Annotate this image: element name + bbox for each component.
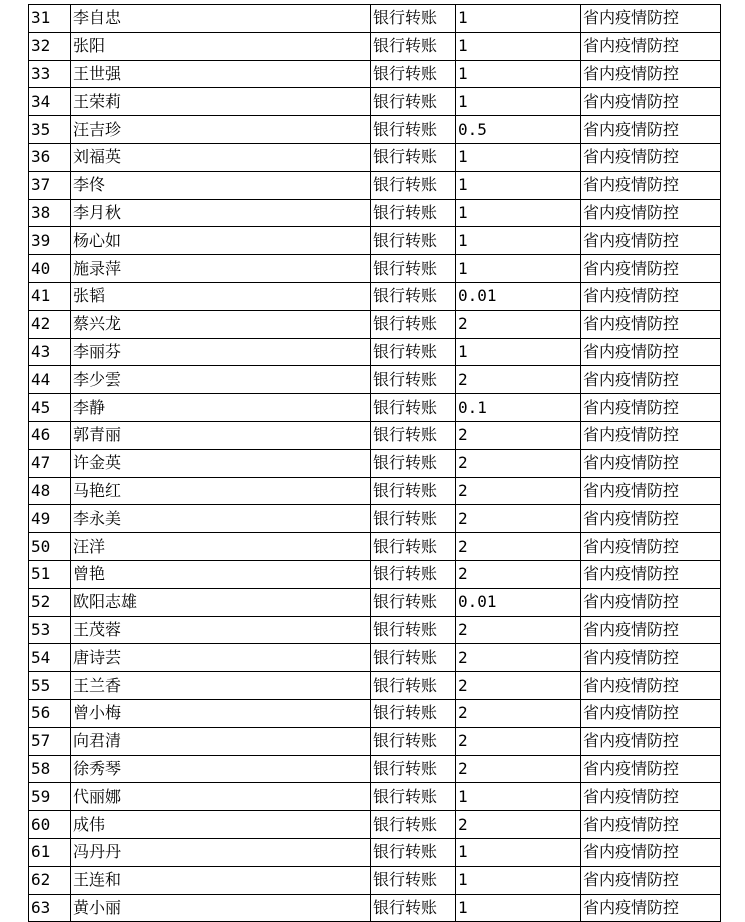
donation-amount: 2 [456,533,581,561]
row-number: 36 [29,143,71,171]
donation-purpose: 省内疫情防控 [581,227,721,255]
donor-name: 张韬 [71,282,371,310]
payment-method: 银行转账 [371,116,456,144]
donor-name: 张阳 [71,32,371,60]
row-number: 31 [29,5,71,33]
table-row [29,449,721,477]
row-number: 46 [29,421,71,449]
donor-name: 杨心如 [71,227,371,255]
donor-name: 李自忠 [71,5,371,33]
donation-purpose: 省内疫情防控 [581,366,721,394]
table-row [29,5,721,33]
payment-method: 银行转账 [371,394,456,422]
donor-name: 王荣莉 [71,88,371,116]
donation-amount: 2 [456,644,581,672]
donation-amount: 0.5 [456,116,581,144]
donor-name: 李少雲 [71,366,371,394]
payment-method: 银行转账 [371,199,456,227]
table-row [29,699,721,727]
donation-amount: 1 [456,255,581,283]
payment-method: 银行转账 [371,143,456,171]
table-row [29,143,721,171]
table-row [29,394,721,422]
row-number: 32 [29,32,71,60]
donation-purpose: 省内疫情防控 [581,255,721,283]
donor-name: 王茂蓉 [71,616,371,644]
payment-method: 银行转账 [371,533,456,561]
row-number: 48 [29,477,71,505]
donor-name: 许金英 [71,449,371,477]
donation-purpose: 省内疫情防控 [581,449,721,477]
payment-method: 银行转账 [371,838,456,866]
payment-method: 银行转账 [371,32,456,60]
donation-amount: 2 [456,421,581,449]
payment-method: 银行转账 [371,421,456,449]
donation-purpose: 省内疫情防控 [581,282,721,310]
table-row [29,282,721,310]
payment-method: 银行转账 [371,60,456,88]
row-number: 58 [29,755,71,783]
table-row [29,366,721,394]
payment-method: 银行转账 [371,310,456,338]
payment-method: 银行转账 [371,227,456,255]
table-row [29,533,721,561]
donor-name: 施录萍 [71,255,371,283]
payment-method: 银行转账 [371,811,456,839]
donor-name: 曾艳 [71,560,371,588]
row-number: 54 [29,644,71,672]
donor-name: 李佟 [71,171,371,199]
donation-purpose: 省内疫情防控 [581,116,721,144]
donation-amount: 2 [456,366,581,394]
donation-amount: 0.01 [456,588,581,616]
row-number: 49 [29,505,71,533]
donor-name: 曾小梅 [71,699,371,727]
row-number: 52 [29,588,71,616]
donation-amount: 2 [456,616,581,644]
donation-amount: 2 [456,699,581,727]
donation-list-sheet [28,4,720,922]
donor-name: 汪吉珍 [71,116,371,144]
table-row [29,783,721,811]
table-row [29,616,721,644]
row-number: 50 [29,533,71,561]
donation-purpose: 省内疫情防控 [581,338,721,366]
donation-purpose: 省内疫情防控 [581,310,721,338]
row-number: 47 [29,449,71,477]
row-number: 55 [29,672,71,700]
row-number: 63 [29,894,71,922]
table-row [29,894,721,922]
payment-method: 银行转账 [371,755,456,783]
donation-purpose: 省内疫情防控 [581,88,721,116]
donation-amount: 2 [456,310,581,338]
donation-purpose: 省内疫情防控 [581,32,721,60]
payment-method: 银行转账 [371,171,456,199]
donor-name: 唐诗芸 [71,644,371,672]
table-row [29,866,721,894]
table-row [29,672,721,700]
donation-purpose: 省内疫情防控 [581,171,721,199]
donation-amount: 1 [456,143,581,171]
donation-purpose: 省内疫情防控 [581,811,721,839]
donation-amount: 1 [456,894,581,922]
row-number: 44 [29,366,71,394]
table-row [29,32,721,60]
payment-method: 银行转账 [371,366,456,394]
donation-amount: 1 [456,783,581,811]
donation-purpose: 省内疫情防控 [581,755,721,783]
donation-purpose: 省内疫情防控 [581,616,721,644]
table-row [29,838,721,866]
donor-name: 马艳红 [71,477,371,505]
payment-method: 银行转账 [371,616,456,644]
table-row [29,171,721,199]
donation-amount: 1 [456,199,581,227]
donation-amount: 1 [456,227,581,255]
payment-method: 银行转账 [371,727,456,755]
donation-purpose: 省内疫情防控 [581,199,721,227]
donor-name: 王兰香 [71,672,371,700]
donation-purpose: 省内疫情防控 [581,866,721,894]
donation-amount: 2 [456,560,581,588]
table-row [29,421,721,449]
table-row [29,199,721,227]
row-number: 33 [29,60,71,88]
donor-name: 冯丹丹 [71,838,371,866]
donor-name: 蔡兴龙 [71,310,371,338]
row-number: 62 [29,866,71,894]
donation-amount: 1 [456,32,581,60]
table-row [29,727,721,755]
donor-name: 成伟 [71,811,371,839]
table-row [29,310,721,338]
donation-purpose: 省内疫情防控 [581,60,721,88]
donor-name: 李永美 [71,505,371,533]
donation-purpose: 省内疫情防控 [581,421,721,449]
donation-amount: 2 [456,449,581,477]
payment-method: 银行转账 [371,505,456,533]
table-row [29,477,721,505]
donation-purpose: 省内疫情防控 [581,644,721,672]
row-number: 43 [29,338,71,366]
donation-amount: 0.1 [456,394,581,422]
donor-name: 李静 [71,394,371,422]
donation-amount: 2 [456,755,581,783]
payment-method: 银行转账 [371,5,456,33]
donation-purpose: 省内疫情防控 [581,783,721,811]
donation-purpose: 省内疫情防控 [581,143,721,171]
donation-amount: 2 [456,727,581,755]
donation-purpose: 省内疫情防控 [581,477,721,505]
donor-name: 黄小丽 [71,894,371,922]
payment-method: 银行转账 [371,338,456,366]
payment-method: 银行转账 [371,699,456,727]
donation-purpose: 省内疫情防控 [581,894,721,922]
payment-method: 银行转账 [371,255,456,283]
table-row [29,227,721,255]
table-row [29,116,721,144]
donor-name: 刘福英 [71,143,371,171]
donor-name: 王世强 [71,60,371,88]
payment-method: 银行转账 [371,560,456,588]
donor-name: 代丽娜 [71,783,371,811]
row-number: 59 [29,783,71,811]
row-number: 60 [29,811,71,839]
donor-name: 徐秀琴 [71,755,371,783]
donation-purpose: 省内疫情防控 [581,5,721,33]
donation-amount: 2 [456,477,581,505]
donation-purpose: 省内疫情防控 [581,533,721,561]
donor-name: 王连和 [71,866,371,894]
donation-amount: 1 [456,171,581,199]
row-number: 57 [29,727,71,755]
row-number: 51 [29,560,71,588]
donor-name: 郭青丽 [71,421,371,449]
payment-method: 银行转账 [371,866,456,894]
donation-amount: 1 [456,5,581,33]
donation-purpose: 省内疫情防控 [581,394,721,422]
row-number: 39 [29,227,71,255]
payment-method: 银行转账 [371,88,456,116]
row-number: 42 [29,310,71,338]
donation-purpose: 省内疫情防控 [581,672,721,700]
donation-amount: 2 [456,672,581,700]
donation-purpose: 省内疫情防控 [581,838,721,866]
donation-amount: 1 [456,338,581,366]
donation-purpose: 省内疫情防控 [581,505,721,533]
payment-method: 银行转账 [371,449,456,477]
row-number: 53 [29,616,71,644]
payment-method: 银行转账 [371,894,456,922]
payment-method: 银行转账 [371,644,456,672]
table-row [29,811,721,839]
donation-amount: 1 [456,60,581,88]
row-number: 56 [29,699,71,727]
row-number: 35 [29,116,71,144]
table-row [29,60,721,88]
donation-amount: 2 [456,811,581,839]
table-row [29,755,721,783]
donation-purpose: 省内疫情防控 [581,727,721,755]
table-row [29,255,721,283]
donation-purpose: 省内疫情防控 [581,588,721,616]
payment-method: 银行转账 [371,672,456,700]
row-number: 37 [29,171,71,199]
donor-name: 欧阳志雄 [71,588,371,616]
table-row [29,88,721,116]
payment-method: 银行转账 [371,282,456,310]
table-row [29,338,721,366]
payment-method: 银行转账 [371,477,456,505]
donation-purpose: 省内疫情防控 [581,699,721,727]
table-row [29,505,721,533]
donation-amount: 1 [456,88,581,116]
donation-purpose: 省内疫情防控 [581,560,721,588]
donation-amount: 1 [456,838,581,866]
row-number: 38 [29,199,71,227]
table-row [29,588,721,616]
donation-table-body [29,5,721,922]
donor-name: 向君清 [71,727,371,755]
table-row [29,560,721,588]
payment-method: 银行转账 [371,588,456,616]
donor-name: 李月秋 [71,199,371,227]
row-number: 45 [29,394,71,422]
donation-table [28,4,721,922]
donor-name: 李丽芬 [71,338,371,366]
row-number: 61 [29,838,71,866]
donation-amount: 1 [456,866,581,894]
row-number: 34 [29,88,71,116]
row-number: 40 [29,255,71,283]
table-row [29,644,721,672]
donation-amount: 0.01 [456,282,581,310]
payment-method: 银行转账 [371,783,456,811]
donor-name: 汪洋 [71,533,371,561]
donation-amount: 2 [456,505,581,533]
row-number: 41 [29,282,71,310]
